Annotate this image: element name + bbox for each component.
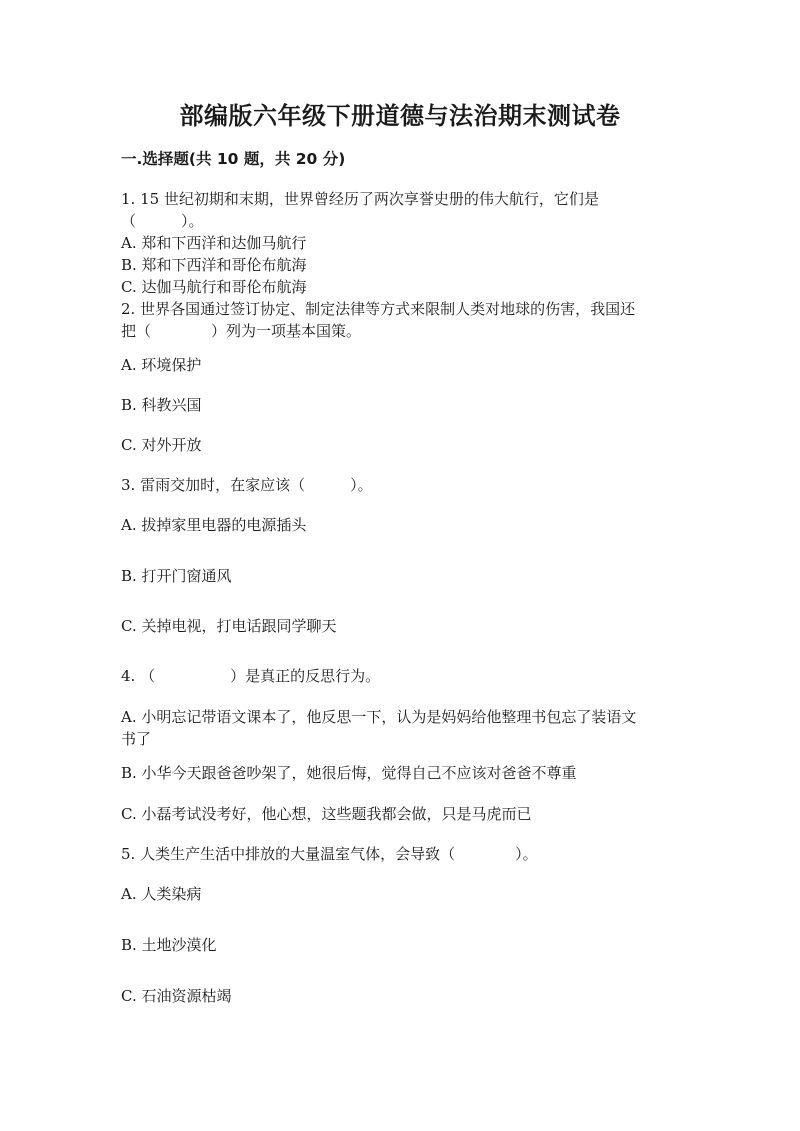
question-5-stem: 5. 人类生产生活中排放的大量温室气体，会导致（ ）。 bbox=[121, 845, 538, 863]
question-2-option-c: C. 对外开放 bbox=[121, 436, 202, 454]
question-1-stem-line-1: 1. 15 世纪初期和末期，世界曾经历了两次享誉史册的伟大航行，它们是 bbox=[121, 190, 599, 208]
question-4-option-b: B. 小华今天跟爸爸吵架了，她很后悔，觉得自己不应该对爸爸不尊重 bbox=[121, 764, 577, 782]
question-1-option-a: A. 郑和下西洋和达伽马航行 bbox=[121, 234, 307, 252]
question-3-option-b: B. 打开门窗通风 bbox=[121, 567, 232, 585]
section-heading: 一.选择题(共 10 题，共 20 分) bbox=[121, 150, 346, 168]
question-3-option-a: A. 拔掉家里电器的电源插头 bbox=[121, 516, 307, 534]
question-4-option-c: C. 小磊考试没考好，他心想，这些题我都会做，只是马虎而已 bbox=[121, 805, 532, 823]
question-4-stem: 4. （ ）是真正的反思行为。 bbox=[121, 667, 381, 685]
question-4-option-a-line-1: A. 小明忘记带语文课本了，他反思一下，认为是妈妈给他整理书包忘了装语文 bbox=[121, 708, 637, 726]
question-5-option-c: C. 石油资源枯竭 bbox=[121, 987, 232, 1005]
question-4-option-a-line-2: 书了 bbox=[121, 730, 152, 748]
question-1-option-c: C. 达伽马航行和哥伦布航海 bbox=[121, 278, 307, 296]
page-title: 部编版六年级下册道德与法治期末测试卷 bbox=[179, 102, 621, 130]
question-3-option-c: C. 关掉电视，打电话跟同学聊天 bbox=[121, 617, 337, 635]
question-5-option-b: B. 土地沙漠化 bbox=[121, 936, 217, 954]
question-5-option-a: A. 人类染病 bbox=[121, 885, 202, 903]
question-2-stem-line-1: 2. 世界各国通过签订协定、制定法律等方式来限制人类对地球的伤害，我国还 bbox=[121, 300, 636, 318]
question-2-option-a: A. 环境保护 bbox=[121, 356, 202, 374]
question-1-option-b: B. 郑和下西洋和哥伦布航海 bbox=[121, 256, 307, 274]
question-2-stem-line-2: 把（ ）列为一项基本国策。 bbox=[121, 322, 362, 340]
question-1-stem-line-2: （ ）。 bbox=[121, 212, 204, 230]
question-2-option-b: B. 科教兴国 bbox=[121, 396, 202, 414]
question-3-stem: 3. 雷雨交加时，在家应该（ ）。 bbox=[121, 476, 373, 494]
